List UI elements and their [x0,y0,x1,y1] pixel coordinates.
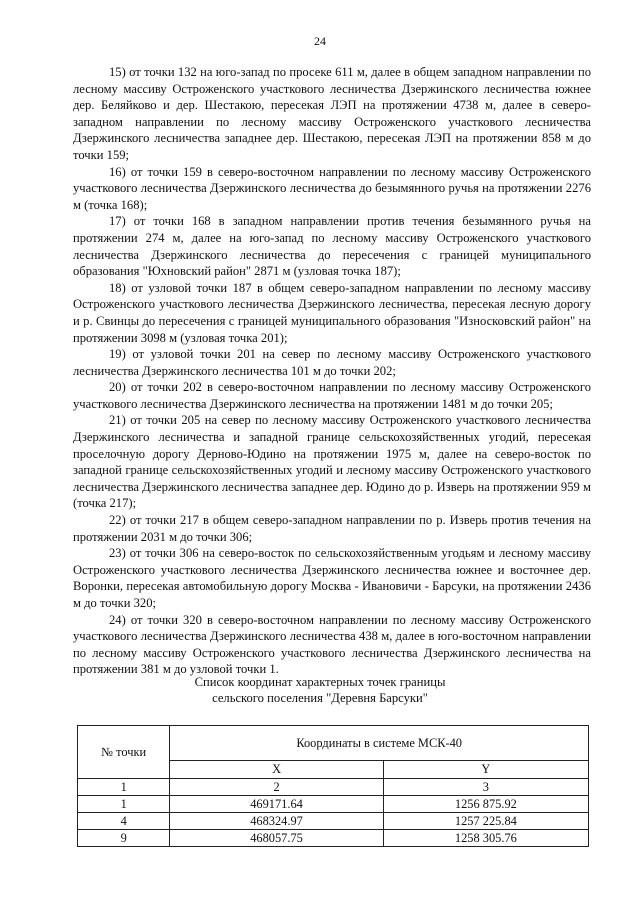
table-index-row [78,779,589,796]
header-point-number: № точки [78,726,170,779]
coordinates-table [77,725,589,847]
header-y: Y [383,761,588,779]
header-x: X [170,761,383,779]
paragraph-24: 24) от точки 320 в северо-восточном направлении по лесному массиву Остроженского участкового лесничества Дзержинского лесничества 438 м, далее в юго-восточном направлении по лесному массиву Остроженского участкового лесничества Дзержинского лесничества на протяжении 381 м до узловой точки 1. [73,612,591,677]
table-cell: 2 [170,779,383,796]
table-cell: 4 [78,813,170,830]
table-row [78,830,589,847]
header-coordinate-system: Координаты в системе МСК-40 [170,726,589,761]
boundary-description [73,64,591,678]
paragraph-15: 15) от точки 132 на юго-запад по просеке 611 м, далее в общем западном направлении по лесному массиву Остроженского участкового лесничества Дзержинского лесничества южнее дер. Беляйково и дер. Шестакою, пересекая ЛЭП на протяжении 4738 м, далее в северо-западном направлении по лесному массиву Остроженского участкового лесничества Дзержинского лесничества западнее дер. Шестакою, пересекая ЛЭП на протяжении 858 м до точки 159; [73,65,591,162]
paragraph-20: 20) от точки 202 в северо-восточном направлении по лесному массиву Остроженского участкового лесничества Дзержинского лесничества на протяжении 1481 м до точки 205; [73,380,591,411]
paragraph-17: 17) от точки 168 в западном направлении против течения безымянного ручья на протяжении 274 м, далее на юго-запад по лесному массиву Остроженского участкового лесничества Дзержинского лесничества до пересечения с границей муниципального образования "Юхновский район" 2871 м (узловая точка 187); [73,214,591,279]
paragraph-19: 19) от узловой точки 201 на север по лесному массиву Остроженского участкового лесничества Дзержинского лесничества 101 м до точки 202; [73,347,591,378]
table-cell: 3 [383,779,588,796]
table-cell: 1 [78,796,170,813]
table-row [78,796,589,813]
table-row [78,813,589,830]
paragraph-18: 18) от узловой точки 187 в общем северо-западном направлении по лесному массиву Остроженского участкового лесничества Дзержинского лесничества, пересекая лесную дорогу и р. Свинцы до пересечения с границей муниципального образования "Износковский район" на протяжении 3098 м (узловая точка 201); [73,280,591,345]
table-cell: 468057.75 [170,830,383,847]
paragraph-21: 21) от точки 205 на север по лесному массиву Остроженского участкового лесничества Дзержинского лесничества и западной границе сельскохозяйственных угодий, пересекая проселочную дорогу Дерново-Юдино на протяжении 1975 м, далее на северо-восток по западной границе сельскохозяйственных угодий и лесному массиву Остроженского участкового лесничества Дзержинского лесничества западнее дер. Юдино до р. Изверь на протяжении 959 м (точка 217); [73,413,591,511]
page-number: 24 [314,34,326,48]
paragraph-16: 16) от точки 159 в северо-восточном направлении по лесному массиву Остроженского участкового лесничества Дзержинского лесничества до безымянного ручья на протяжении 2276 м (точка 168); [73,164,591,212]
table-cell: 468324.97 [170,813,383,830]
table-cell: 9 [78,830,170,847]
table-caption-line-1: Список координат характерных точек границы [194,675,446,689]
table-cell: 1258 305.76 [383,830,588,847]
paragraph-22: 22) от точки 217 в общем северо-западном направлении по р. Изверь против течения на протяжении 2031 м до точки 306; [73,513,591,544]
paragraph-23: 23) от точки 306 на северо-восток по сельскохозяйственным угодьям и лесному массиву Остроженского участкового лесничества Дзержинского лесничества южнее и восточнее дер. Воронки, пересекая автомобильную дорогу Москва - Ивановичи - Барсуки, на протяжении 2436 м до точки 320; [73,546,591,610]
table-cell: 469171.64 [170,796,383,813]
table-cell: 1 [78,779,170,796]
table-caption-line-2: сельского поселения "Деревня Барсуки" [212,691,428,705]
table-cell: 1257 225.84 [383,813,588,830]
table-cell: 1256 875.92 [383,796,588,813]
